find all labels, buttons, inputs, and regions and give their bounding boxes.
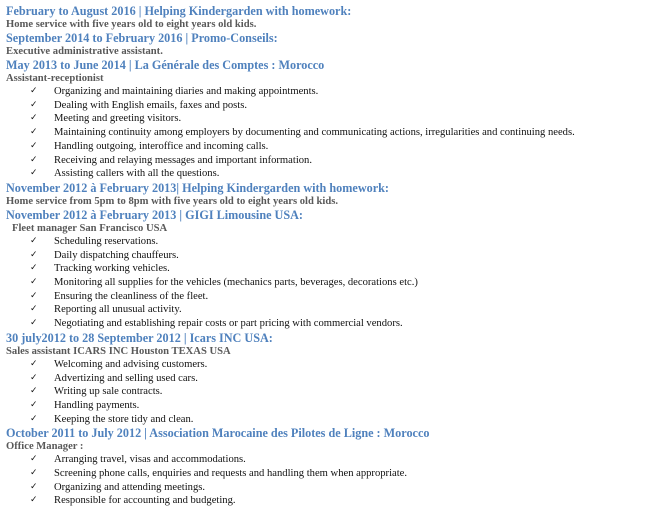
task-item <box>30 290 645 304</box>
task-item <box>30 453 645 467</box>
task-text: Negotiating and establishing repair costs or part pricing with commercial vendors. <box>54 318 403 330</box>
checkmark-icon: ✓ <box>30 481 38 492</box>
task-item <box>30 317 645 331</box>
task-list <box>6 358 645 427</box>
checkmark-icon: ✓ <box>30 290 38 301</box>
checkmark-icon: ✓ <box>30 249 38 260</box>
job-heading: September 2014 to February 2016 | Promo-Conseils: <box>6 31 278 45</box>
task-text: Dealing with English emails, faxes and posts. <box>54 99 248 111</box>
task-list <box>6 453 645 508</box>
checkmark-icon: ✓ <box>30 127 38 138</box>
task-item <box>30 235 645 249</box>
task-text: Writing up sale contracts. <box>54 386 163 398</box>
checkmark-icon: ✓ <box>30 318 38 329</box>
job-entry <box>6 4 645 31</box>
task-item <box>30 303 645 317</box>
job-heading: November 2012 à February 2013| Helping Kindergarden with homework: <box>6 180 389 195</box>
checkmark-icon: ✓ <box>30 304 38 315</box>
job-heading: October 2011 to July 2012 | Association Marocaine des Pilotes de Ligne : Morocco <box>6 426 430 441</box>
checkmark-icon: ✓ <box>30 86 38 96</box>
task-item <box>30 358 645 372</box>
job-heading: February to August 2016 | Helping Kindergarden with homework: <box>6 4 352 18</box>
checkmark-icon: ✓ <box>30 168 38 179</box>
checkmark-icon: ✓ <box>30 495 38 506</box>
task-text: Responsible for accounting and budgeting. <box>54 495 236 507</box>
job-entry <box>6 208 645 331</box>
task-text: Organizing and attending meetings. <box>54 481 206 493</box>
task-text: Maintaining continuity among employers by documenting and communicating actions, irregularities and continuing needs. <box>54 127 575 139</box>
task-item <box>30 413 645 427</box>
task-text: Handling payments. <box>54 399 140 411</box>
job-subtitle: Fleet manager San Francisco USA <box>12 222 168 234</box>
task-text: Monitoring all supplies for the vehicles (mechanics parts, beverages, decorations etc.) <box>54 277 418 289</box>
checkmark-icon: ✓ <box>30 154 38 165</box>
task-text: Keeping the store tidy and clean. <box>54 413 194 425</box>
task-item <box>30 85 645 99</box>
checkmark-icon: ✓ <box>30 399 38 410</box>
checkmark-icon: ✓ <box>30 386 38 397</box>
task-text: Assisting callers with all the questions. <box>54 168 220 180</box>
checkmark-icon: ✓ <box>30 454 38 465</box>
job-heading: May 2013 to June 2014 | La Générale des Comptes : Morocco <box>6 58 325 72</box>
task-list <box>6 235 645 331</box>
job-entry <box>6 31 645 58</box>
task-item <box>30 276 645 290</box>
checkmark-icon: ✓ <box>30 235 38 246</box>
task-item <box>30 262 645 276</box>
job-heading: November 2012 à February 2013 | GIGI Limousine USA: <box>6 207 303 222</box>
task-text: Tracking working vehicles. <box>54 263 170 275</box>
task-text: Arranging travel, visas and accommodations. <box>54 454 246 466</box>
task-text: Receiving and relaying messages and important information. <box>54 154 313 166</box>
task-text: Reporting all unusual activity. <box>54 304 182 316</box>
task-text: Meeting and greeting visitors. <box>54 113 182 125</box>
checkmark-icon: ✓ <box>30 99 38 110</box>
task-text: Daily dispatching chauffeurs. <box>54 249 179 261</box>
checkmark-icon: ✓ <box>30 468 38 479</box>
task-text: Advertizing and selling used cars. <box>54 372 198 384</box>
job-subtitle: Sales assistant ICARS INC Houston TEXAS USA <box>6 345 231 357</box>
task-item <box>30 167 645 181</box>
job-subtitle: Assistant-receptionist <box>6 73 104 84</box>
task-item <box>30 372 645 386</box>
task-item <box>30 126 645 140</box>
task-item <box>30 99 645 113</box>
task-text: Ensuring the cleanliness of the fleet. <box>54 290 209 302</box>
job-entry <box>6 426 645 508</box>
checkmark-icon: ✓ <box>30 263 38 274</box>
checkmark-icon: ✓ <box>30 140 38 151</box>
task-text: Screening phone calls, enquiries and requests and handling them when appropriate. <box>54 468 408 480</box>
task-item <box>30 140 645 154</box>
task-text: Scheduling reservations. <box>54 235 159 247</box>
job-entry <box>6 58 645 181</box>
job-entry <box>6 331 645 427</box>
checkmark-icon: ✓ <box>30 358 38 369</box>
task-list <box>6 85 645 181</box>
task-text: Welcoming and advising customers. <box>54 358 208 370</box>
job-heading: 30 july2012 to 28 September 2012 | Icars INC USA: <box>6 330 273 345</box>
task-item <box>30 467 645 481</box>
task-item <box>30 399 645 413</box>
task-item <box>30 112 645 126</box>
task-item <box>30 249 645 263</box>
task-item <box>30 154 645 168</box>
checkmark-icon: ✓ <box>30 277 38 288</box>
job-subtitle: Executive administrative assistant. <box>6 46 163 57</box>
job-subtitle: Home service with five years old to eight years old kids. <box>6 19 257 30</box>
task-text: Organizing and maintaining diaries and making appointments. <box>54 86 319 97</box>
task-item <box>30 385 645 399</box>
checkmark-icon: ✓ <box>30 372 38 383</box>
task-text: Handling outgoing, interoffice and incoming calls. <box>54 140 269 152</box>
task-item <box>30 494 645 508</box>
job-subtitle: Office Manager : <box>6 441 84 453</box>
job-subtitle: Home service from 5pm to 8pm with five years old to eight years old kids. <box>6 195 338 207</box>
checkmark-icon: ✓ <box>30 113 38 124</box>
job-entry <box>6 181 645 208</box>
checkmark-icon: ✓ <box>30 413 38 424</box>
task-item <box>30 481 645 495</box>
